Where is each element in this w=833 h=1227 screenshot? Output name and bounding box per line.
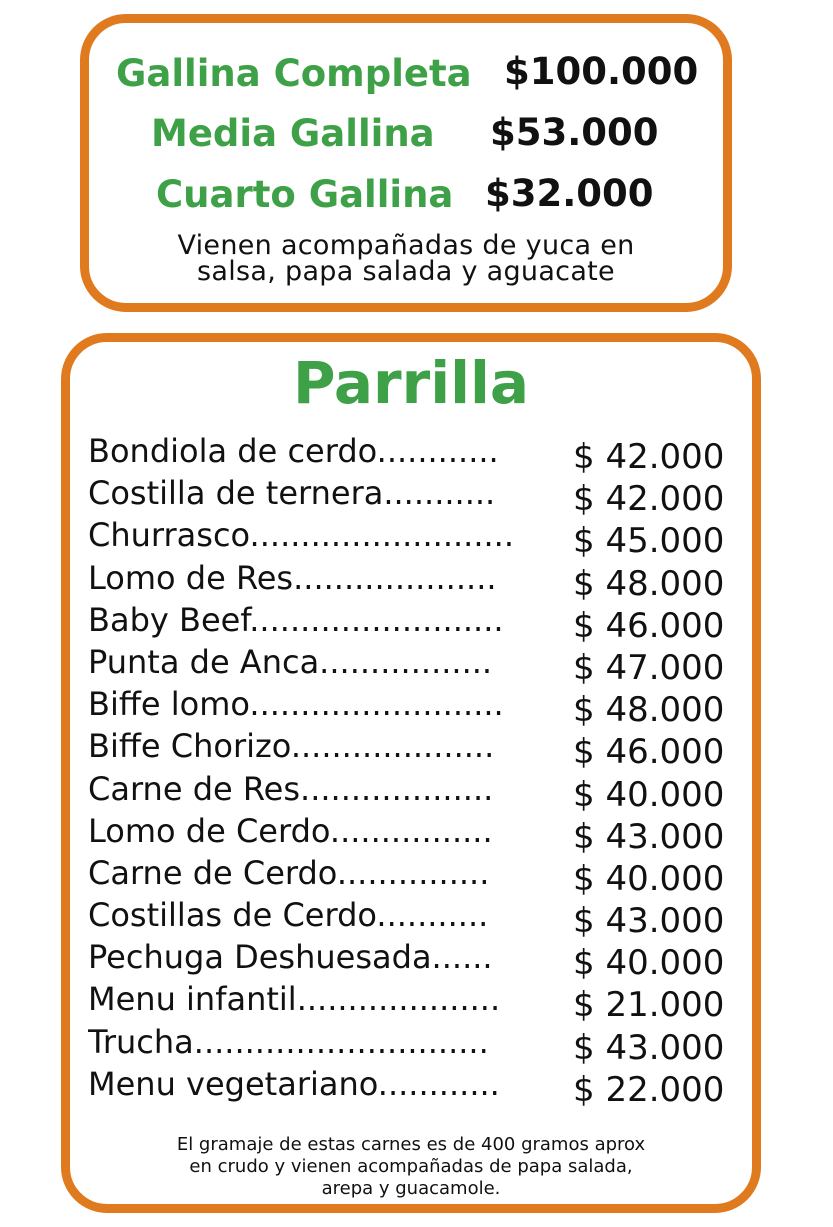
menu-item-name: Biffe Chorizo.................... — [88, 727, 495, 766]
menu-item-name: Costilla de ternera........... — [88, 474, 496, 513]
menu-item-price: $ 40.000 — [573, 943, 725, 984]
menu-item — [88, 853, 748, 899]
menu-item-name: Bondiola de cerdo............ — [88, 432, 499, 470]
media-gallina-price: $53.000 — [490, 111, 659, 154]
menu-item — [88, 432, 748, 477]
menu-item-price: $ 43.000 — [573, 1027, 725, 1068]
menu-item-name: Carne de Cerdo............... — [88, 853, 490, 892]
menu-item-name: Menu infantil.................... — [88, 980, 501, 1019]
menu-item-name: Lomo de Cerdo................ — [88, 811, 493, 850]
menu-item-name: Churrasco.......................... — [88, 516, 515, 555]
menu-item — [88, 727, 748, 773]
menu-item-name: Carne de Res................... — [88, 769, 494, 808]
cuarto-gallina-price: $32.000 — [485, 172, 654, 215]
menu-item — [88, 558, 748, 604]
menu-item — [88, 685, 748, 731]
menu-item — [88, 600, 748, 646]
menu-item-price: $ 45.000 — [573, 521, 725, 562]
menu-item — [88, 474, 748, 520]
menu-item — [88, 980, 748, 1026]
menu-item — [88, 769, 748, 815]
parrilla-note-line-1: El gramaje de estas carnes es de 400 gramos aprox — [176, 1134, 646, 1155]
gallina-completa-price: $100.000 — [504, 50, 699, 93]
gallina-note-line-2: salsa, papa salada y aguacate — [197, 256, 615, 287]
menu-item-price: $ 48.000 — [573, 690, 725, 731]
parrilla-note — [70, 1134, 752, 1200]
menu-item-name: Punta de Anca................. — [88, 642, 493, 681]
gallina-completa-label: Gallina Completa — [116, 52, 472, 95]
media-gallina-label: Media Gallina — [151, 112, 435, 155]
menu-item-price: $ 42.000 — [573, 479, 725, 520]
menu-item-price: $ 40.000 — [573, 774, 725, 815]
menu-item-name: Trucha............................. — [88, 1022, 489, 1061]
menu-item-price: $ 43.000 — [573, 816, 725, 857]
menu-item-price: $ 48.000 — [573, 563, 725, 604]
menu-item — [88, 516, 748, 562]
menu-item-price: $ 22.000 — [573, 1069, 725, 1110]
gallina-note-line-1: Vienen acompañadas de yuca en — [177, 230, 635, 261]
parrilla-note-line-3: arepa y guacamole. — [321, 1178, 501, 1199]
menu-item — [88, 938, 748, 984]
cuarto-gallina-label: Cuarto Gallina — [156, 173, 454, 216]
menu-item-name: Costillas de Cerdo........... — [88, 896, 489, 935]
parrilla-note-line-2: en crudo y vienen acompañadas de papa salada, — [189, 1156, 633, 1177]
menu-item-name: Pechuga Deshuesada...... — [88, 938, 493, 977]
menu-item — [88, 811, 748, 857]
menu-item — [88, 642, 748, 688]
parrilla-item-list — [88, 432, 748, 1110]
menu-item — [88, 1022, 748, 1068]
gallina-note — [89, 230, 723, 287]
menu-item-name: Menu vegetariano............ — [88, 1064, 500, 1103]
menu-item-price: $ 47.000 — [573, 647, 725, 688]
menu-item-price: $ 40.000 — [573, 858, 725, 899]
gallina-price-card — [80, 14, 732, 312]
menu-item-price: $ 43.000 — [573, 901, 725, 942]
menu-item-price: $ 42.000 — [573, 437, 725, 477]
menu-item-price: $ 46.000 — [573, 732, 725, 773]
parrilla-title: Parrilla — [292, 349, 530, 417]
menu-item-name: Biffe lomo......................... — [88, 685, 504, 724]
menu-item-price: $ 46.000 — [573, 605, 725, 646]
menu-item — [88, 1064, 748, 1110]
menu-item — [88, 896, 748, 942]
menu-item-name: Lomo de Res.................... — [88, 558, 497, 597]
menu-item-name: Baby Beef......................... — [88, 600, 504, 639]
menu-item-price: $ 21.000 — [573, 985, 725, 1026]
parrilla-menu-card — [61, 333, 761, 1213]
